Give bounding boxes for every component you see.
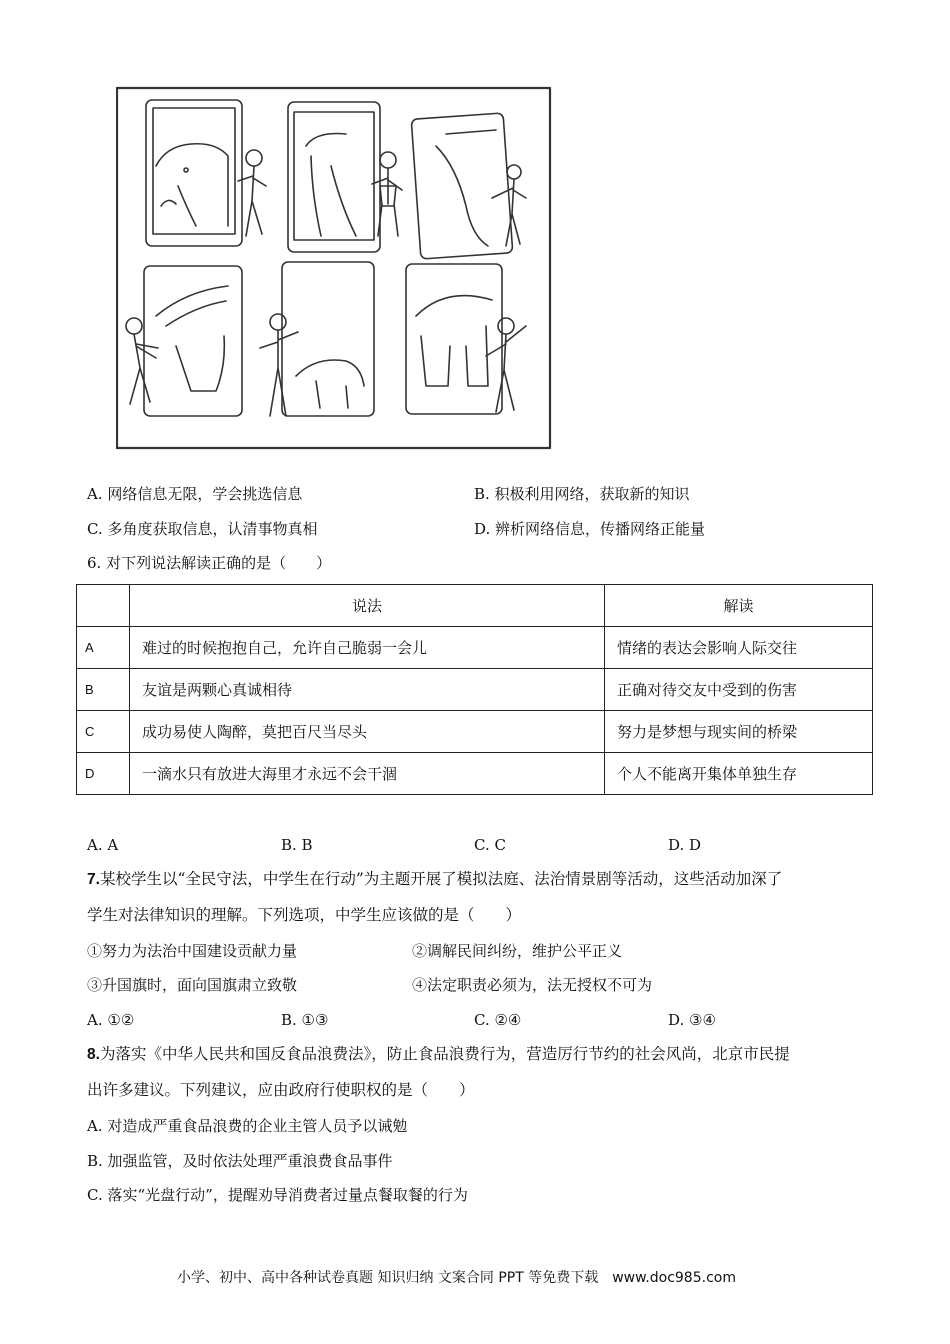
table-cell: 友谊是两颗心真诚相待 <box>130 669 605 711</box>
table-row <box>77 753 873 795</box>
table-cell: 难过的时候抱抱自己，允许自己脆弱一会儿 <box>130 627 605 669</box>
q7-stem-line1 <box>87 869 782 890</box>
q7-option-a: A. ①② <box>87 1011 135 1029</box>
q7-item-4: ④法定职责必须为，法无授权不可为 <box>412 976 653 994</box>
table-header-cell: 说法 <box>130 585 605 627</box>
phone-5 <box>260 262 374 416</box>
q7-stem-line2: 学生对法律知识的理解。下列选项，中学生应该做的是（ ） <box>87 906 522 924</box>
q6-option-d: D. D <box>668 836 702 854</box>
table-cell: 个人不能离开集体单独生存 <box>605 753 873 795</box>
phone-3 <box>411 113 526 259</box>
table-row <box>77 711 873 753</box>
q7-item-2: ②调解民间纠纷，维护公平正义 <box>412 942 623 960</box>
q6-option-a: A. A <box>87 836 119 854</box>
phone-1 <box>146 100 266 246</box>
table-header-row <box>77 585 873 627</box>
table-cell: B <box>77 669 130 711</box>
q7-option-d: D. ③④ <box>668 1011 716 1029</box>
table-cell: C <box>77 711 130 753</box>
q5-option-b: B. 积极利用网络，获取新的知识 <box>474 485 690 503</box>
phone-4 <box>126 266 242 416</box>
table-cell: 成功易使人陶醉，莫把百尺当尽头 <box>130 711 605 753</box>
q5-option-c: C. 多角度获取信息，认清事物真相 <box>87 520 318 538</box>
q7-option-c: C. ②④ <box>474 1011 522 1029</box>
q6-option-b: B. B <box>281 836 313 854</box>
table-cell: 正确对待交友中受到的伤害 <box>605 669 873 711</box>
table-header-cell <box>77 585 130 627</box>
q7-item-1: ①努力为法治中国建设贡献力量 <box>87 942 298 960</box>
q6-stem: 6. 对下列说法解读正确的是（ ） <box>87 554 332 572</box>
table-cell: 努力是梦想与现实间的桥梁 <box>605 711 873 753</box>
q7-option-b: B. ①③ <box>281 1011 329 1029</box>
q8-stem-text: 为落实《中华人民共和国反食品浪费法》，防止食品浪费行为，营造厉行节约的社会风尚，北京市民提 <box>99 1045 790 1063</box>
q7-item-3: ③升国旗时，面向国旗肃立致敬 <box>87 976 298 994</box>
q8-stem-line1 <box>87 1044 790 1065</box>
q8-option-c: C. 落实“光盘行动”，提醒劝导消费者过量点餐取餐的行为 <box>87 1186 468 1204</box>
table-row <box>77 627 873 669</box>
table-cell: D <box>77 753 130 795</box>
q6-table <box>76 584 873 795</box>
q5-option-d: D. 辨析网络信息，传播网络正能量 <box>474 520 706 538</box>
elephant-phones-illustration <box>116 86 552 450</box>
table-cell: 情绪的表达会影响人际交往 <box>605 627 873 669</box>
q8-stem-line2: 出许多建议。下列建议，应由政府行使职权的是（ ） <box>87 1081 475 1099</box>
page-footer: 小学、初中、高中各种试卷真题 知识归纳 文案合同 PPT 等免费下载 www.doc985.com <box>177 1270 736 1286</box>
phone-6 <box>406 264 526 414</box>
q8-option-a: A. 对造成严重食品浪费的企业主管人员予以诫勉 <box>87 1117 408 1135</box>
q6-option-c: C. C <box>474 836 506 854</box>
table-cell: 一滴水只有放进大海里才永远不会干涸 <box>130 753 605 795</box>
q7-number: 7. <box>87 871 100 888</box>
q5-option-a: A. 网络信息无限，学会挑选信息 <box>87 485 303 503</box>
table-row <box>77 669 873 711</box>
q8-option-b: B. 加强监管，及时依法处理严重浪费食品事件 <box>87 1152 393 1170</box>
phone-2 <box>288 102 402 252</box>
table-cell: A <box>77 627 130 669</box>
q8-number: 8. <box>87 1046 100 1063</box>
q7-stem-text: 某校学生以“全民守法，中学生在行动”为主题开展了模拟法庭、法治情景剧等活动，这些活动加深了 <box>99 870 783 888</box>
table-header-cell: 解读 <box>605 585 873 627</box>
